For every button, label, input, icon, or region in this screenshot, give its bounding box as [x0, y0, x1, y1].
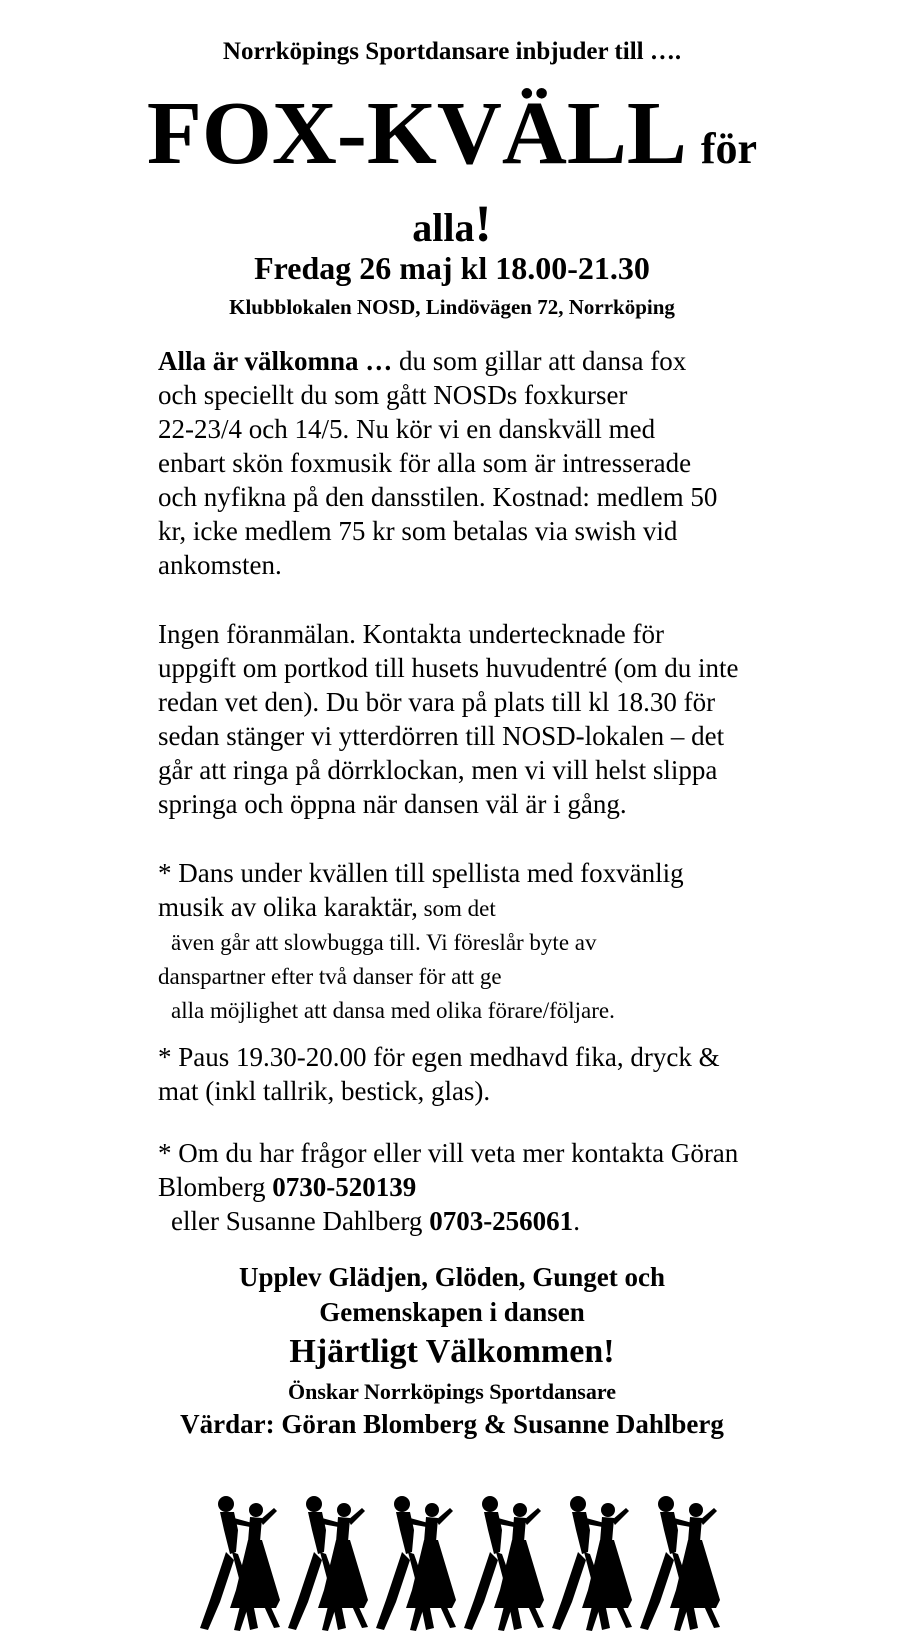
- paragraph-line: ankomsten.: [158, 550, 282, 580]
- pause-paragraph: [158, 1040, 720, 1108]
- paragraph-line: sedan stänger vi ytterdörren till NOSD-lokalen – det: [158, 721, 725, 751]
- paragraph-line: Ingen föranmälan. Kontakta undertecknade för: [158, 619, 665, 649]
- paragraph-line: och speciellt du som gått NOSDs foxkurser: [158, 380, 628, 410]
- hosts-line: Värdar: Göran Blomberg & Susanne Dahlberg: [180, 1409, 724, 1439]
- slogan-line: Upplev Glädjen, Glöden, Gunget och: [238, 1262, 666, 1292]
- paragraph-line: * Om du har frågor eller vill veta mer kontakta Göran: [158, 1138, 739, 1168]
- dancing-couple-icon: [542, 1490, 642, 1640]
- paragraph-line: springa och öppna när dansen väl är i gång.: [158, 789, 627, 819]
- phone-number-susanne: 0703-256061: [429, 1206, 574, 1236]
- paragraph-line: * Dans under kvällen till spellista med foxvänlig: [158, 858, 684, 888]
- info-paragraph: [158, 617, 738, 821]
- paragraph-line: alla möjlighet att dansa med olika förare/följare.: [171, 998, 615, 1023]
- event-date: Fredag 26 maj kl 18.00-21.30: [254, 250, 650, 286]
- paragraph-text: musik av olika karaktär,: [158, 892, 418, 922]
- welcome-heading: Hjärtligt Välkommen!: [289, 1333, 615, 1370]
- paragraph-text: du som gillar att dansa fox: [392, 346, 687, 376]
- paragraph-line: danspartner efter två danser för att ge: [158, 964, 502, 989]
- paragraph-line: enbart skön foxmusik för alla som är intresserade: [158, 448, 692, 478]
- paragraph-text: eller Susanne Dahlberg: [171, 1206, 430, 1236]
- dance-paragraph: [158, 856, 684, 1028]
- paragraph-line: 22-23/4 och 14/5. Nu kör vi en danskväll med: [158, 414, 656, 444]
- paragraph-line: även går att slowbugga till. Vi föreslår byte av: [171, 930, 597, 955]
- greeting-line: Önskar Norrköpings Sportdansare: [287, 1379, 617, 1404]
- dancing-couple-icon: [190, 1490, 290, 1640]
- event-subtitle: [0, 195, 904, 254]
- welcome-lead: Alla är välkomna …: [158, 346, 393, 376]
- intro-line: Norrköpings Sportdansare inbjuder till ….: [222, 38, 682, 65]
- paragraph-line: [158, 1204, 738, 1238]
- paragraph-line: uppgift om portkod till husets huvudentré (om du inte: [158, 653, 739, 683]
- paragraph-text: Blomberg: [158, 1172, 273, 1202]
- dancing-couple-icon: [278, 1490, 378, 1640]
- paragraph-line: [158, 344, 717, 378]
- paragraph-line: går att ringa på dörrklockan, men vi vill helst slippa: [158, 755, 718, 785]
- event-venue: Klubblokalen NOSD, Lindövägen 72, Norrköping: [229, 295, 675, 319]
- slogan-line: Gemenskapen i dansen: [319, 1297, 585, 1327]
- dancing-couple-icon: [366, 1490, 466, 1640]
- paragraph-line: [158, 890, 684, 926]
- subtitle-exclamation: !: [474, 196, 492, 253]
- event-title-suffix: för: [700, 124, 758, 173]
- contact-paragraph: [158, 1136, 738, 1238]
- phone-number-goran: 0730-520139: [272, 1172, 417, 1202]
- dancing-couple-icon: [630, 1490, 730, 1640]
- paragraph-line: * Paus 19.30-20.00 för egen medhavd fika, dryck &: [158, 1042, 720, 1072]
- paragraph-text: .: [573, 1206, 580, 1236]
- paragraph-line: mat (inkl tallrik, bestick, glas).: [158, 1076, 491, 1106]
- paragraph-line: och nyfikna på den dansstilen. Kostnad: medlem 50: [158, 482, 718, 512]
- paragraph-line: kr, icke medlem 75 kr som betalas via swish vid: [158, 516, 678, 546]
- paragraph-line: [158, 1170, 738, 1204]
- subtitle-word: alla: [412, 205, 475, 250]
- welcome-paragraph: [158, 344, 717, 582]
- event-title: FOX-KVÄLL: [146, 84, 687, 183]
- paragraph-text: som det: [417, 896, 496, 921]
- title-row: [0, 82, 904, 185]
- dancing-couple-icon: [454, 1490, 554, 1640]
- paragraph-line: redan vet den). Du bör vara på plats till kl 18.30 för: [158, 687, 716, 717]
- dancing-couples-illustration: [190, 1490, 750, 1640]
